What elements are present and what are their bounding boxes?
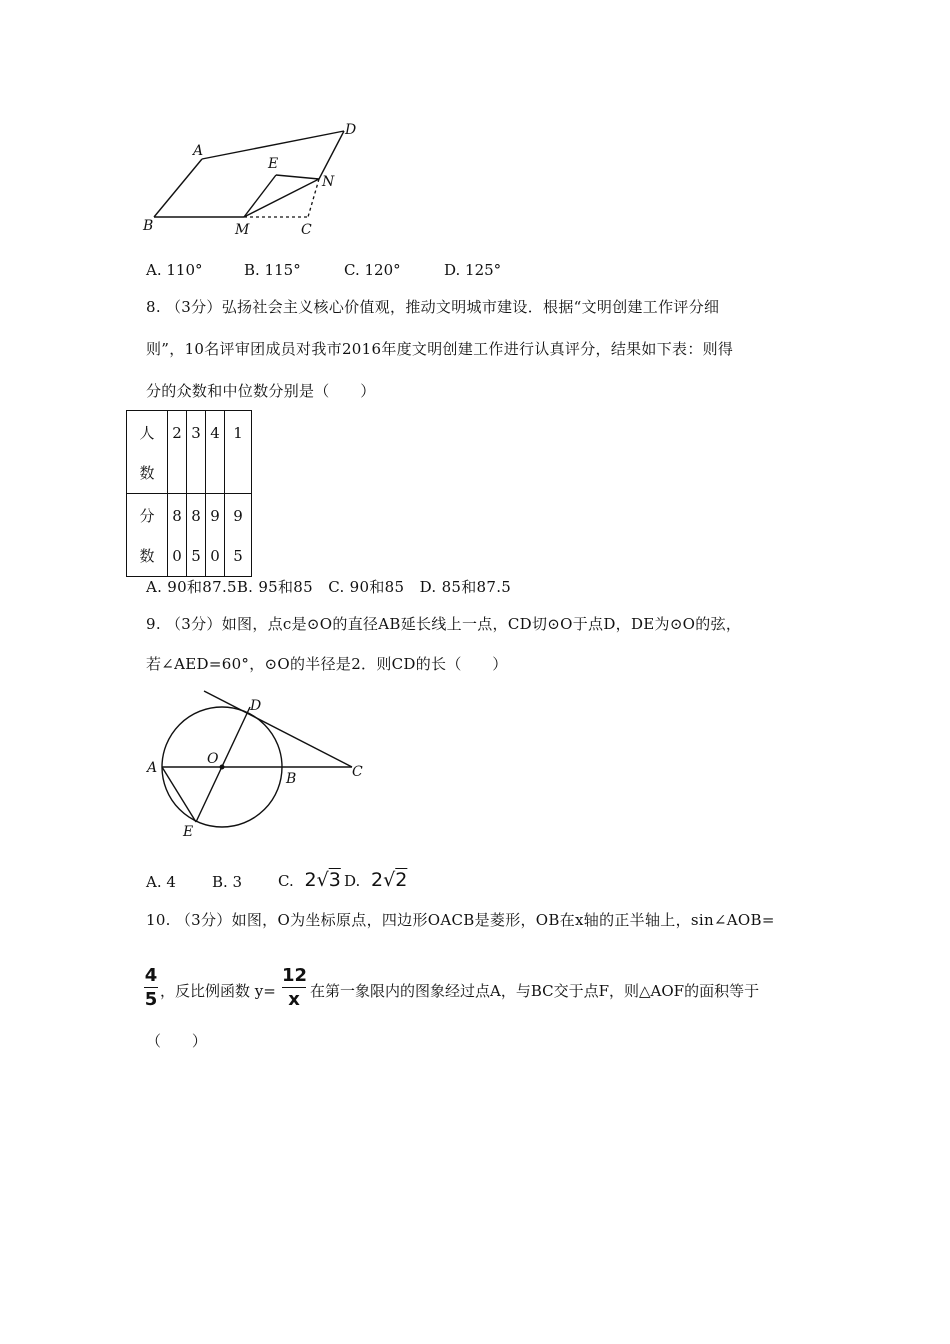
segment-me [244, 175, 276, 217]
q7-option-a: A. 110° [146, 261, 203, 279]
table-cell: 3 [187, 411, 206, 494]
segment-ad [202, 131, 344, 159]
table-cell: 2 [168, 411, 187, 494]
label-c: C [352, 764, 363, 780]
table-cell: 9 5 [225, 494, 252, 577]
q10-fraction-12-over-x: 12 x [282, 965, 308, 1010]
q9-option-d-value: 2√2 [371, 869, 408, 891]
q8-options: A. 90和87.5B. 95和85 C. 90和85 D. 85和87.5 [146, 578, 512, 596]
q8-text-line2: 则”，10名评审团成员对我市2016年度文明创建工作进行认真评分，结果如下表：则得 [146, 340, 734, 358]
label-o: O [207, 751, 219, 767]
table-cell: 9 0 [206, 494, 225, 577]
table-row-people [127, 411, 252, 494]
table-cell: 8 0 [168, 494, 187, 577]
q9-option-d-label: D. [344, 872, 361, 890]
segment-mn [244, 179, 319, 217]
segment-dn [319, 131, 344, 179]
q9-option-b: B. 3 [212, 873, 243, 891]
q9-text-line1: 9. （3分）如图，点c是⊙O的直径AB延长线上一点，CD切⊙O于点D，DE为⊙O的弦， [146, 615, 742, 633]
q10-text-part-a: ，反比例函数 y= [160, 982, 276, 1000]
label-c: C [301, 222, 312, 238]
segment-de [196, 707, 250, 822]
label-d: D [345, 122, 357, 138]
score-table [126, 410, 252, 577]
q7-option-b: B. 115° [244, 261, 301, 279]
q8-text-line1: 8. （3分）弘扬社会主义核心价值观，推动文明城市建设．根据“文明创建工作评分细 [146, 298, 720, 316]
label-d: D [250, 698, 262, 714]
segment-ab [154, 159, 202, 217]
table-cell: 1 [225, 411, 252, 494]
q10-text-part-b: 在第一象限内的图象经过点A，与BC交于点F，则△AOF的面积等于 [310, 982, 760, 1000]
segment-ae [162, 767, 196, 822]
label-b: B [286, 771, 297, 787]
q8-text-line3: 分的众数和中位数分别是（ ） [146, 382, 376, 400]
q7-option-d: D. 125° [444, 261, 502, 279]
label-b: B [143, 218, 154, 234]
table-header-people: 人 数 [127, 411, 168, 494]
label-a: A [193, 143, 204, 159]
table-cell: 8 5 [187, 494, 206, 577]
tangent-line [204, 691, 352, 767]
figure-parallelogram [138, 118, 378, 243]
table-cell: 4 [206, 411, 225, 494]
label-e: E [268, 156, 279, 172]
q9-option-c [278, 869, 341, 891]
table-row-score [127, 494, 252, 577]
q9-option-d [344, 869, 407, 891]
segment-nc-dashed [308, 179, 319, 217]
q10-text-line1: 10. （3分）如图，O为坐标原点，四边形OACB是菱形，OB在x轴的正半轴上，sin∠AOB= [146, 911, 775, 929]
q10-fraction-four-fifths: 4 5 [144, 965, 158, 1010]
label-a: A [147, 760, 158, 776]
q7-option-c: C. 120° [344, 261, 401, 279]
center-dot [220, 765, 225, 770]
label-n: N [322, 174, 335, 190]
q9-option-a: A. 4 [146, 873, 176, 891]
label-m: M [235, 222, 250, 238]
q9-option-c-value: 2√3 [304, 869, 341, 891]
q10-text-line3: （ ） [146, 1032, 208, 1050]
figure-circle-tangent [140, 688, 380, 848]
q9-text-line2: 若∠AED=60°，⊙O的半径是2．则CD的长（ ） [146, 655, 508, 673]
segment-en [276, 175, 319, 179]
q9-option-c-label: C. [278, 872, 294, 890]
table-header-score: 分 数 [127, 494, 168, 577]
label-e: E [183, 824, 194, 840]
